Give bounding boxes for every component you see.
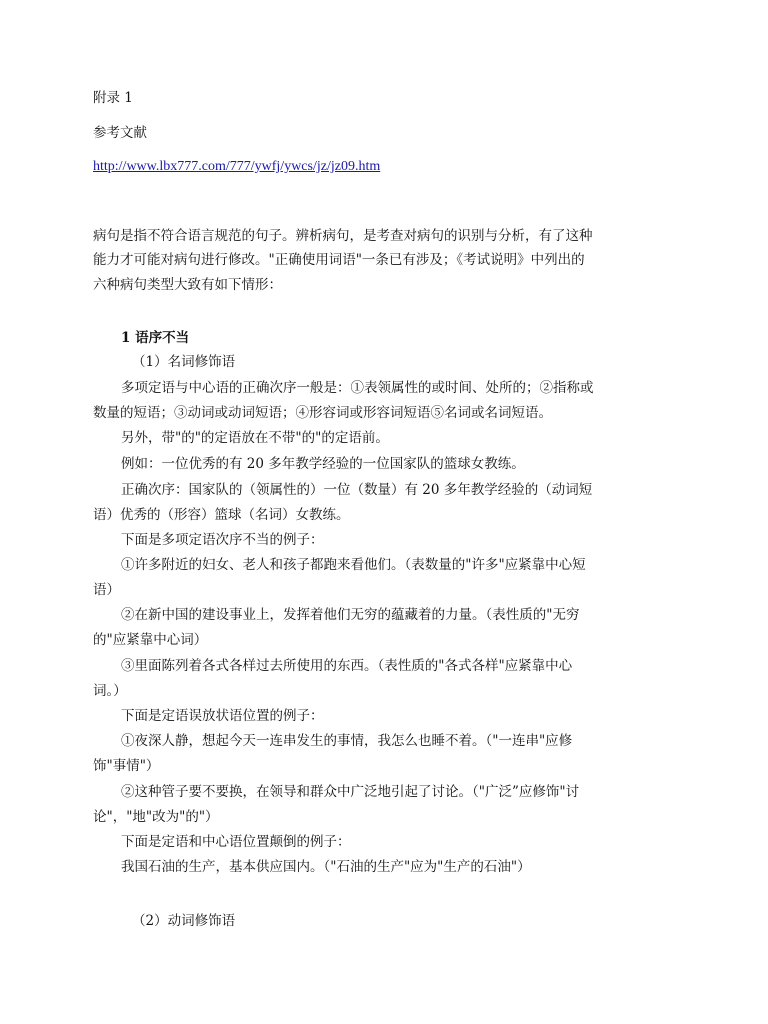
body-line: 我国石油的生产，基本供应国内。（"石油的生产"应为"生产的石油"） [121, 859, 531, 875]
body-line: 例如：一位优秀的有 20 多年教学经验的一位国家队的篮球女教练。 [121, 456, 525, 472]
body-line: 下面是多项定语次序不当的例子： [121, 532, 324, 548]
intro-line-1: 病句是指不符合语言规范的句子。辨析病句，是考查对病句的识别与分析，有了这种 [93, 228, 593, 244]
intro-line-2: 能力才可能对病句进行修改。"正确使用词语"一条已有涉及；《考试说明》中列出的 [93, 252, 585, 268]
body-line: 语）优秀的（形容）篮球（名词）女教练。 [93, 507, 350, 523]
body-line: 词。） [93, 683, 127, 699]
subsection-heading-2: （2）动词修饰语 [132, 913, 236, 929]
subsection-heading-1: （1）名词修饰语 [132, 354, 236, 370]
body-line: ①夜深人静，想起今天一连串发生的事情，我怎么也睡不着。（"一连串"应修 [121, 733, 573, 749]
body-line: ③里面陈列着各式各样过去所使用的东西。（表性质的"各式各样"应紧靠中心 [121, 658, 573, 674]
appendix-title: 附录 1 [93, 90, 133, 106]
reference-link[interactable]: http://www.lbx777.com/777/ywfj/ywcs/jz/jz09.htm [93, 159, 381, 174]
body-line: 下面是定语误放状语位置的例子： [121, 708, 324, 724]
section-heading: 1 语序不当 [121, 330, 190, 346]
body-line: 论"，"地"改为"的"） [93, 809, 219, 825]
body-line: 正确次序：国家队的（领属性的）一位（数量）有 20 多年教学经验的（动词短 [121, 482, 593, 498]
body-line: ②这种管子要不要换，在领导和群众中广泛地引起了讨论。（"广泛”应修饰"讨 [121, 784, 580, 800]
body-line: 的"应紧靠中心词） [93, 632, 208, 648]
body-line: 另外，带"的"的定语放在不带"的"的定语前。 [121, 430, 389, 446]
intro-line-3: 六种病句类型大致有如下情形： [93, 277, 282, 293]
body-line: 语） [93, 582, 120, 598]
body-line: ②在新中国的建设事业上，发挥着他们无穷的蕴藏着的力量。（表性质的"无穷 [121, 607, 580, 623]
reference-heading: 参考文献 [93, 125, 147, 141]
body-line: 数量的短语；③动词或动词短语；④形容词或形容词短语⑤名词或名词短语。 [93, 405, 552, 421]
body-line: 下面是定语和中心语位置颠倒的例子： [121, 834, 351, 850]
body-line: 多项定语与中心语的正确次序一般是：①表领属性的或时间、处所的；②指称或 [121, 380, 594, 396]
body-line: 饰"事情"） [93, 758, 160, 774]
body-line: ①许多附近的妇女、老人和孩子都跑来看他们。（表数量的"许多"应紧靠中心短 [121, 557, 586, 573]
